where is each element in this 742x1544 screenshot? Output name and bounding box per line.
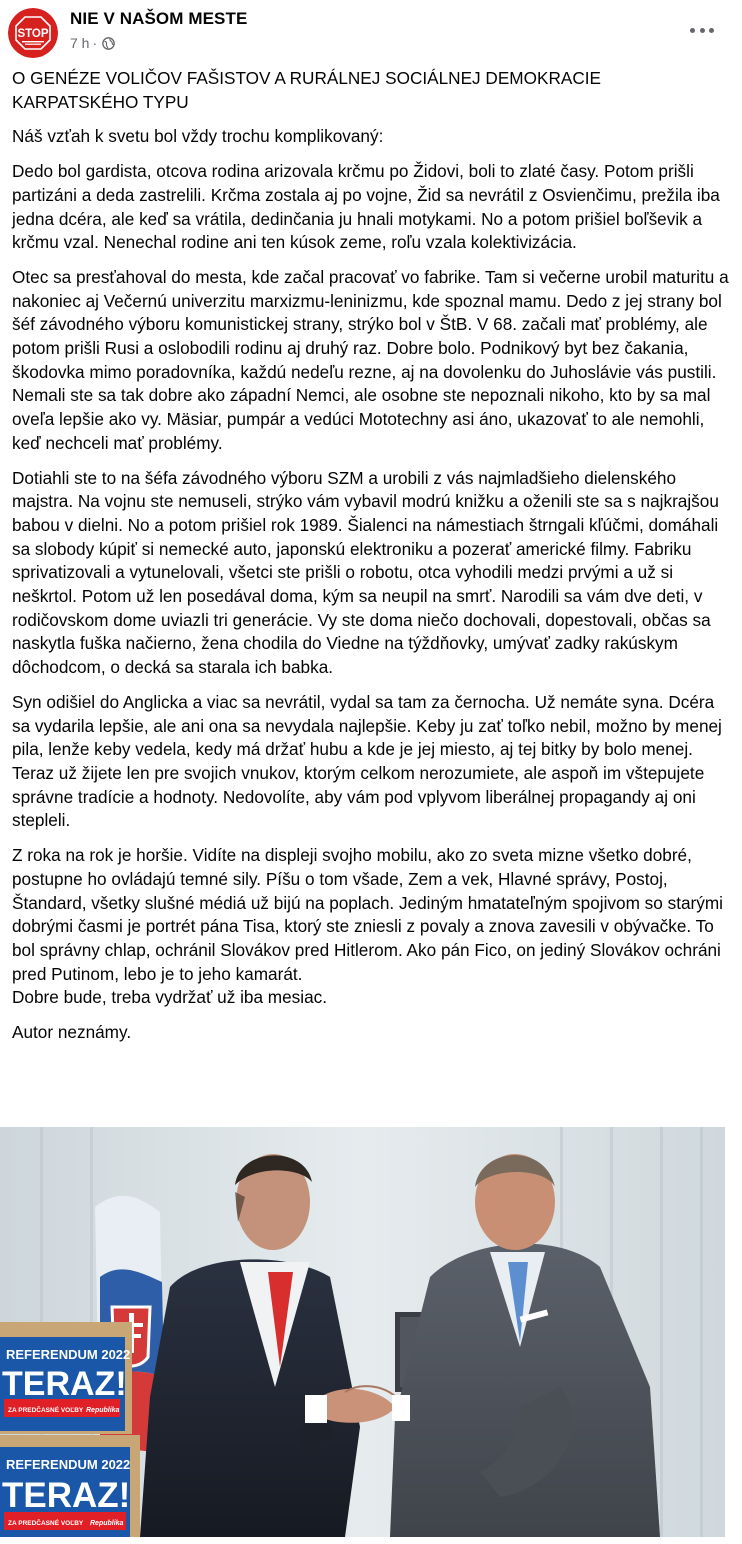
meta-separator: ·: [92, 35, 98, 51]
post-paragraph: Dedo bol gardista, otcova rodina arizovala krčmu po Židovi, boli to zlaté časy. Potom prišli partizáni a deda zastrelili. Krčma zostala aj po vojne, Žid sa nevrátil z Osvienčimu, prežila iba jedna dcéra, ale keď sa vrátila, dedinčania ju hnali motykami. No a potom prišiel boľševik a krčmu vzal. Nenechal rodine ani ten kúsok zeme, roľu vzala kolektivizácia.: [12, 161, 720, 253]
globe-icon: [102, 37, 115, 50]
box-teraz-label: TERAZ!: [2, 1365, 127, 1403]
post-meta: [70, 35, 115, 51]
referendum-box-bottom: [0, 1435, 140, 1537]
post-paragraph-intro: Náš vzťah k svetu bol vždy trochu komplikovaný:: [12, 126, 384, 147]
post-time[interactable]: 7 h: [70, 35, 90, 51]
box-referendum-label: REFERENDUM 2022: [6, 1457, 131, 1472]
photo-handshake-scene: [0, 1127, 725, 1537]
post-body: [12, 67, 732, 1056]
box-logo: Republika: [86, 1407, 120, 1414]
page-avatar[interactable]: [8, 8, 58, 58]
box-teraz-label: TERAZ!: [2, 1476, 131, 1515]
post-photo[interactable]: [0, 1127, 725, 1537]
box-logo: Republika: [90, 1520, 124, 1527]
more-dot-icon: [700, 28, 705, 33]
post-title: O GENÉZE VOLIČOV FAŠISTOV A RURÁLNEJ SOCIÁLNEJ DEMOKRACIE KARPATSKÉHO TYPU: [12, 68, 601, 112]
referendum-box-top: [0, 1322, 132, 1434]
box-tagline: ZA PREDČASNÉ VOĽBY: [8, 1407, 84, 1414]
more-dot-icon: [690, 28, 695, 33]
post-paragraph: Otec sa presťahoval do mesta, kde začal pracovať vo fabrike. Tam si večerne urobil maturitu a nakoniec aj Večernú univerzitu marxizmu-leninizmu, kde spoznal mamu. Dedo z jej strany bol šéf závodného výboru komunistickej strany, strýko bol v ŠtB. V 68. začali mať problémy, ale potom prišli Rusi a oslobodili rodinu aj druhý raz. Dobre bolo. Podnikový byt bez čakania, škodovka mimo poradovníka, každú nedeľu rezne, aj na dovolenku do Juhoslávie vás pustili. Nemali ste sa tak dobre ako západní Nemci, ale osobne ste nepoznali nikoho, kto by sa mal oveľa lepšie ako vy. Mäsiar, pumpár a vedúci Mototechny asi áno, ukazovať to ale nemohli, keď nechceli mať problémy.: [12, 266, 729, 453]
more-options-button[interactable]: [690, 22, 714, 38]
more-dot-icon: [709, 28, 714, 33]
page-name-link[interactable]: NIE V NAŠOM MESTE: [70, 9, 248, 28]
post-paragraph: Syn odišiel do Anglicka a viac sa nevrátil, vydal sa tam za černocha. Už nemáte syna. Dcéra sa vydarila lepšie, ale ani ona sa nevydala najlepšie. Keby ju zať toľko nebil, možno by menej pila, lenže keby vedela, kedy má držať hubu a kde je jej miesto, aj tej bitky by bolo menej. Teraz už žijete len pre svojich vnukov, ktorým celkom nerozumiete, ale aspoň im vštepujete správne tradície a hodnoty. Nedovolíte, aby vám pod vplyvom liberálnej propagandy aj oni stepleli.: [12, 691, 722, 831]
stop-sign-text: STOP: [17, 28, 49, 40]
post-author-line: Autor neznámy.: [12, 1022, 132, 1043]
stop-sign-logo: [8, 8, 58, 58]
post-paragraph: Z roka na rok je horšie. Vidíte na displeji svojho mobilu, ako zo sveta mizne všetko dobré, postupne ho ovládajú temné sily. Píšu o tom všade, Zem a vek, Hlavné správy, Postoj, Štandard, všetky slušné médiá už bijú na poplach. Jediným hmatateľným spojivom so starými dobrými časmi je portrét pána Tisa, ktorý ste zniesli z povaly a znova zavesili v obývačke. To bol správny chlap, ochránil Slovákov pred Hitlerom. Ako pán Fico, on jediný Slovákov ochráni pred Putinom, lebo je to jeho kamarát. Dobre bude, treba vydržať už iba mesiac.: [12, 845, 723, 1008]
box-tagline: ZA PREDČASNÉ VOĽBY: [8, 1520, 84, 1527]
post-paragraph: Dotiahli ste to na šéfa závodného výboru SZM a urobili z vás najmladšieho dielenského majstra. Na vojnu ste nemuseli, strýko vám vybavil modrú knižku a oženili ste sa s najkrajšou babou v dielni. No a potom prišiel rok 1989. Šialenci na námestiach štrngali kľúčmi, domáhali sa slobody kúpiť si nemecké auto, japonskú elektroniku a pozerať americké filmy. Fabriku sprivatizovali a vytunelovali, všetci ste prišli o robotu, otca vyhodili medzi prvými a už si neškrtol. Potom už len posedával doma, kým sa neupil na smrť. Narodili sa vám dve deti, v rodičovskom dome uviazli tri generácie. Vy ste doma niečo dochovali, dopestovali, občas sa naskytla fuška načierno, žena chodila do Viedne na týždňovky, umývať zadky rakúskym dôchodcom, o decká sa starala ich babka.: [12, 467, 719, 678]
box-referendum-label: REFERENDUM 2022: [6, 1347, 131, 1362]
post-header: [0, 0, 742, 62]
